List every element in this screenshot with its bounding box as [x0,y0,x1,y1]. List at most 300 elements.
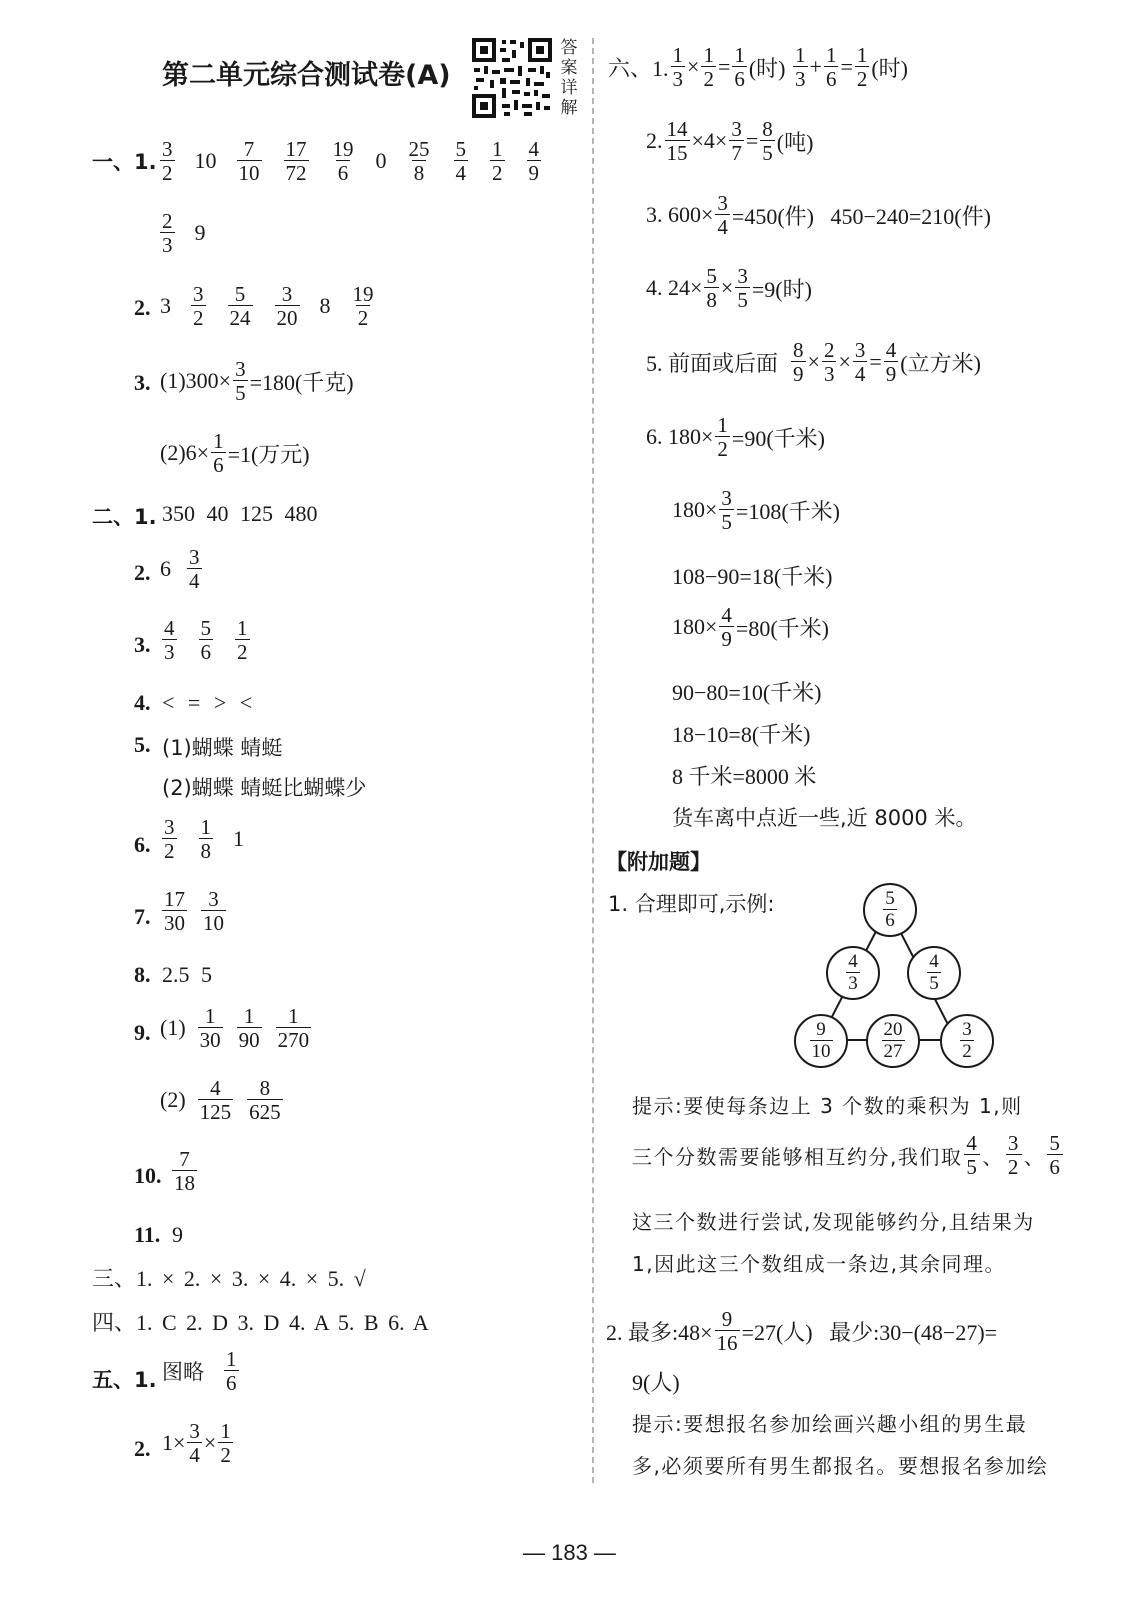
fraction [235,617,250,663]
fraction [162,617,177,663]
fraction [160,210,175,256]
label-s2-q5: 5. [134,732,151,757]
answer-s2-q4: < = > < [162,690,253,715]
math-text: 、 [1023,1144,1046,1169]
fraction [199,617,214,663]
numerator: 4 [885,338,897,362]
fraction [187,1420,202,1466]
math-text: (1)300× [160,368,232,394]
fraction [218,1420,233,1466]
numerator: 1 [226,1347,237,1371]
denominator: 9 [885,362,897,387]
denominator: 90 [238,1028,260,1053]
math-text: = [745,128,759,154]
answer-s1-q1-row2 [158,210,206,256]
denominator: 5 [966,1155,979,1180]
triangle-node-bottom-right [940,1014,994,1068]
denominator: 4 [854,362,866,387]
denominator: 2 [962,1041,972,1062]
fraction [233,358,248,404]
denominator: 6 [1049,1155,1062,1180]
denominator: 15 [666,141,688,166]
numerator: 8 [259,1076,271,1100]
math-text [786,54,792,80]
numerator: 1 [204,1004,216,1028]
fraction [160,138,175,184]
section-four-answers: 四、1. C 2. D 3. D 4. A 5. B 6. A [92,1310,429,1335]
label-s1-q2: 2. [134,295,151,320]
denominator: 16 [716,1331,738,1356]
fraction [1006,1132,1022,1178]
denominator: 5 [721,510,732,535]
fraction [883,889,897,931]
section-three-answers: 三、1. × 2. × 3. × 4. × 5. √ [92,1266,366,1291]
math-text: 3 [160,293,171,319]
math-text: (2)6× [160,440,210,466]
fraction [882,1020,905,1062]
fraction [199,816,214,862]
numerator: 3 [854,338,866,362]
tip1-line3: 这三个数进行尝试,发现能够约分,且结果为 [632,1210,1035,1234]
denominator: 5 [235,381,246,406]
denominator: 6 [337,161,349,186]
fraction [715,192,730,238]
fraction [331,138,356,184]
qr-side-label: 答案详解 [560,38,578,118]
math-text: (立方米) [900,350,981,376]
answer-s1-q3-part1 [160,358,354,404]
fraction [853,339,868,385]
triangle-node-right-mid [907,946,961,1000]
fraction [822,339,837,385]
denominator: 5 [737,288,748,313]
denominator: 3 [672,67,684,92]
numerator: 3 [193,282,204,306]
numerator: 1 [795,43,806,67]
numerator: 1 [243,1004,255,1028]
denominator: 3 [164,640,175,665]
tip1-line1: 提示:要使每条边上 3 个数的乘积为 1,则 [632,1094,1023,1118]
fraction [791,339,806,385]
denominator: 2 [357,306,369,331]
numerator: 9 [721,1307,733,1331]
math-text: 三个分数需要能够相互约分,我们取 [632,1144,963,1169]
numerator: 4 [721,603,732,627]
fraction [855,44,870,90]
answer-s2-q6 [160,816,244,862]
numerator: 7 [179,1147,190,1171]
denominator: 4 [189,569,200,594]
answer-s6-q6-step1 [646,414,825,460]
denominator: 2 [237,640,248,665]
label-s2-q8: 8. [134,962,151,987]
triangle-node-top [863,883,917,937]
numerator: 5 [455,137,466,161]
denominator: 8 [413,161,425,186]
fraction [351,283,376,329]
answer-s5-q1 [162,1348,241,1394]
denominator: 6 [734,67,745,92]
label-s2-q2: 2. [134,560,151,585]
math-text: =1(万元) [227,441,310,467]
numerator: 5 [1049,1131,1062,1155]
fraction [1047,1132,1063,1178]
section-two-label: 二、1. [92,505,157,529]
numerator: 8 [762,117,773,141]
label-s2-q11: 11. [134,1222,161,1247]
fraction [760,118,775,164]
answer-s2-q9-part2 [160,1077,285,1123]
numerator: 14 [666,117,688,141]
tip2-line2: 多,必须要所有男生都报名。要想报名参加绘 [632,1454,1049,1478]
math-text: × [687,54,700,80]
label-s2-q9: 9. [134,1020,151,1045]
denominator: 270 [277,1028,310,1053]
fraction [237,1005,262,1051]
section-one-label: 一、1. [92,150,157,174]
answer-s6-q6-step3: 108−90=18(千米) [672,564,833,589]
numerator: 1 [288,1004,299,1028]
denominator: 4 [717,215,728,240]
math-text: (吨) [776,129,814,155]
numerator: 1 [856,43,868,67]
math-text: 3. 600× [646,202,714,228]
answer-s1-q1-row1 [158,138,543,184]
denominator: 9 [528,161,539,186]
fraction [884,339,899,385]
math-text: 、 [982,1144,1004,1169]
numerator: 3 [721,486,732,510]
numerator: 1 [717,413,728,437]
denominator: 9 [721,627,732,652]
fraction [228,283,253,329]
denominator: 24 [229,306,251,331]
numerator: 3 [962,1019,972,1041]
denominator: 3 [848,973,858,994]
numerator: 3 [189,545,200,569]
extra-q1-label: 1. 合理即可,示例: [608,892,775,916]
math-text: = [869,349,882,375]
fraction [527,138,542,184]
page-title: 第二单元综合测试卷(A) [162,60,451,91]
denominator: 5 [762,141,773,166]
numerator: 1 [825,43,837,67]
math-text: (2) [160,1087,186,1113]
denominator: 625 [249,1100,281,1125]
denominator: 20 [276,306,298,331]
denominator: 2 [1007,1155,1020,1180]
numerator: 2 [162,209,173,233]
answer-s6-q6-step5: 90−80=10(千米) [672,680,822,705]
fraction [191,283,206,329]
math-text: (1) [160,1015,186,1041]
math-text: 0 [375,148,387,174]
fraction [490,138,505,184]
math-text: (时) [748,55,786,81]
fraction [960,1020,974,1062]
tip1-line2 [632,1132,1065,1178]
numerator: 5 [234,282,246,306]
math-text: 2. 最多:48× [606,1319,713,1345]
denominator: 30 [164,911,185,936]
numerator: 3 [731,117,742,141]
numerator: 5 [706,264,717,288]
numerator: 4 [528,137,539,161]
fraction [198,1077,234,1123]
label-s2-q3: 3. [134,632,151,657]
answer-s6-q2 [646,118,813,164]
fraction [846,952,860,994]
answer-s2-q7 [160,888,228,934]
denominator: 4 [189,1443,200,1468]
fraction [964,1132,980,1178]
fraction [732,44,747,90]
column-divider [592,38,594,1483]
denominator: 10 [238,161,260,186]
numerator: 1 [734,43,745,67]
triangle-node-bottom-left [794,1014,848,1068]
fraction [407,138,432,184]
tip2-line1: 提示:要想报名参加绘画兴趣小组的男生最 [632,1412,1028,1436]
fraction [275,283,300,329]
numerator: 1 [237,616,248,640]
fraction [715,1308,740,1354]
fraction [704,265,719,311]
label-s1-q3: 3. [134,370,151,395]
math-text: =80(千米) [735,615,829,641]
answer-s6-q6-step7: 8 千米=8000 米 [672,764,817,789]
math-text: 图略 [162,1360,204,1385]
numerator: 1 [703,43,714,67]
denominator: 2 [492,161,503,186]
numerator: 20 [883,1019,903,1041]
denominator: 30 [199,1028,221,1053]
extra-q2-line1 [606,1308,997,1354]
math-text: 1 [233,826,244,852]
numerator: 1 [200,815,211,839]
fraction [198,1005,223,1051]
denominator: 3 [162,233,173,258]
fraction [172,1148,197,1194]
denominator: 6 [200,640,211,665]
denominator: 27 [883,1041,903,1062]
math-text: 10 [194,148,217,174]
numerator: 4 [929,951,939,973]
math-text: =9(时) [751,276,812,302]
denominator: 72 [285,161,307,186]
math-text: 5. 前面或后面 [646,350,790,376]
answer-s6-q6-step2 [672,487,840,533]
fraction [665,118,690,164]
answer-s2-q2 [160,546,204,592]
answer-s1-q2 [160,283,378,329]
numerator: 17 [285,137,307,161]
answer-s1-q3-part2 [160,430,310,476]
numerator: 5 [885,888,895,910]
numerator: 3 [189,1419,200,1443]
math-text: 六、1. [608,55,669,81]
denominator: 2 [220,1443,231,1468]
math-text: 180× [672,497,718,523]
fraction [201,888,226,934]
numerator: 9 [816,1019,826,1041]
fraction [719,487,734,533]
label-s5-q2: 2. [134,1436,151,1461]
math-text: = [840,54,853,80]
denominator: 2 [703,67,714,92]
numerator: 19 [352,282,374,306]
denominator: 10 [203,911,224,936]
numerator: 3 [235,357,246,381]
answer-s6-q6-step4 [672,604,829,650]
math-text: 180× [672,614,718,640]
math-text: 6. 180× [646,424,714,450]
qr-code-icon [472,38,552,118]
math-text: 6 [160,556,171,582]
numerator: 3 [717,191,728,215]
math-text: =450(件) 450−240=210(件) [731,203,991,229]
triangle-node-bottom-mid [866,1014,920,1068]
denominator: 2 [162,161,173,186]
answer-s2-q5-part2: (2)蝴蝶 蜻蜓比蝴蝶少 [162,776,367,800]
numerator: 7 [243,137,255,161]
answer-s6-q6-step6: 18−10=8(千米) [672,722,811,747]
fraction [735,265,750,311]
numerator: 17 [164,887,185,911]
numerator: 2 [823,338,835,362]
answer-s2-q3 [160,617,252,663]
numerator: 25 [408,137,430,161]
fraction [237,138,262,184]
denominator: 8 [200,839,211,864]
label-s2-q6: 6. [134,832,151,857]
numerator: 1 [220,1419,231,1443]
answer-s2-q8: 2.5 5 [162,962,212,987]
fraction [719,604,734,650]
math-text: + [809,54,822,80]
numerator: 4 [966,1131,979,1155]
denominator: 6 [825,67,837,92]
fraction [810,1020,833,1062]
page-number: — 183 — [523,1540,616,1565]
math-text: (时) [871,55,909,81]
fraction [276,1005,312,1051]
fraction [671,44,686,90]
numerator: 3 [162,137,173,161]
denominator: 2 [856,67,868,92]
denominator: 3 [823,362,835,387]
fraction [187,546,202,592]
fraction [162,816,177,862]
answer-s6-q4 [646,265,812,311]
math-text: × [838,349,851,375]
denominator: 3 [795,67,806,92]
answer-s6-q6-conclusion: 货车离中点近一些,近 8000 米。 [672,806,977,830]
label-s2-q10: 10. [134,1163,162,1188]
denominator: 2 [164,839,175,864]
extra-q2-line2: 9(人) [632,1370,680,1395]
math-text: 4. 24× [646,275,703,301]
math-text: =180(千克) [249,369,354,395]
tip1-line4: 1,因此这三个数组成一条边,其余同理。 [632,1252,1006,1276]
answer-s6-q5 [646,339,981,385]
math-text: 9 [194,220,206,246]
answer-s6-q3 [646,192,991,238]
answer-s2-q11: 9 [172,1222,183,1247]
fraction [927,952,941,994]
numerator: 8 [793,338,804,362]
answer-s6-q1 [608,44,908,90]
answer-s2-q9-part1 [160,1005,313,1051]
numerator: 3 [164,815,175,839]
answer-s2-q5-part1: (1)蝴蝶 蜻蜓 [162,736,283,760]
answer-s2-q10 [170,1148,199,1194]
fraction [701,44,716,90]
math-text: × [720,275,734,301]
numerator: 3 [281,282,293,306]
denominator: 2 [717,437,728,462]
denominator: 9 [793,362,804,387]
math-text: 8 [319,293,331,319]
fraction [729,118,744,164]
fraction [247,1077,283,1123]
denominator: 10 [811,1041,831,1062]
denominator: 125 [199,1100,232,1125]
extra-heading: 【附加题】 [606,850,711,874]
math-text: 2. [646,128,663,154]
denominator: 6 [885,910,895,931]
numerator: 3 [1007,1131,1020,1155]
numerator: 5 [200,616,211,640]
answer-s2-q1: 350 40 125 480 [162,501,318,526]
fraction [824,44,839,90]
triangle-node-left-mid [826,946,880,1000]
numerator: 3 [737,264,748,288]
math-text: =27(人) 最少:30−(48−27)= [741,1319,998,1345]
denominator: 8 [706,288,717,313]
denominator: 7 [731,141,742,166]
fraction [284,138,309,184]
numerator: 4 [848,951,858,973]
numerator: 1 [492,137,503,161]
numerator: 1 [213,429,224,453]
fraction [454,138,469,184]
math-text: =90(千米) [731,425,825,451]
label-s2-q4: 4. [134,690,151,715]
section-five-label: 五、1. [92,1368,157,1392]
math-text: =108(千米) [735,498,840,524]
denominator: 18 [174,1171,195,1196]
label-s2-q7: 7. [134,904,151,929]
denominator: 4 [455,161,466,186]
fraction [162,888,187,934]
math-text: × [807,349,820,375]
denominator: 2 [193,306,204,331]
fraction [715,414,730,460]
numerator: 4 [210,1076,221,1100]
denominator: 5 [929,973,939,994]
numerator: 3 [208,887,219,911]
math-text: × [203,1430,217,1456]
numerator: 1 [672,43,684,67]
fraction [224,1348,239,1394]
answer-s5-q2 [162,1420,235,1466]
numerator: 4 [164,616,175,640]
denominator: 6 [213,453,224,478]
denominator: 6 [226,1371,237,1396]
math-text: ×4× [691,128,728,154]
numerator: 19 [332,137,354,161]
